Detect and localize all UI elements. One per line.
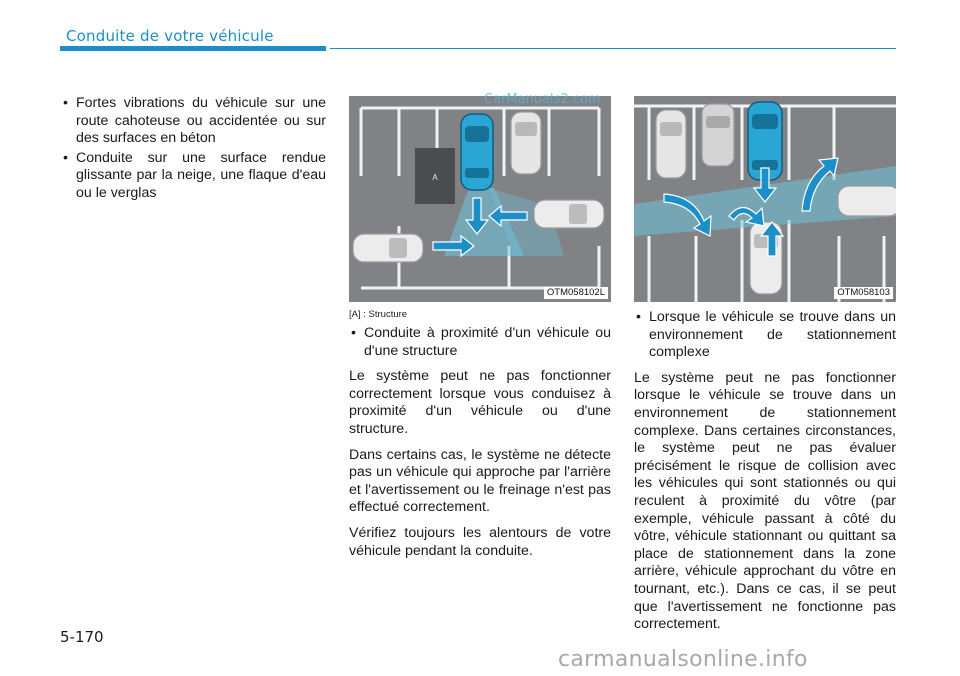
illustration-complex-parking <box>634 96 896 302</box>
body-paragraph: Dans certains cas, le système ne détecte pas un véhicule qui approche par l'arrière et l'avertissement ou le freinage n'est pas effectué correctement. <box>349 446 611 516</box>
structure-label: A <box>432 173 438 182</box>
header-rule <box>330 48 896 49</box>
body-paragraph: Vérifiez toujours les alentours de votre véhicule pendant la conduite. <box>349 524 611 559</box>
body-paragraph: Le système peut ne pas fonctionner lorsque le véhicule se trouve dans un environnement de stationnement complexe. Dans certaines circonstances, le système peut ne pas évaluer précisément le risque de collision avec les véhicules qui sont stationnés ou qui reculent à proximité du vôtre (par exemple, véhicule passant à côté du vôtre, véhicule stationnant ou quittant sa place de stationnement dans la zone arrière, véhicule approchant du vôtre en tournant, etc.). Dans ce cas, il se peut que l'avertissement ne fonctionne pas correctement. <box>634 369 896 633</box>
column-left <box>61 95 326 205</box>
bullet-item: • Conduite sur une surface rendue glissante par la neige, une flaque d'eau ou le verglas <box>61 150 326 203</box>
figure-code: OTM058103 <box>834 287 893 299</box>
bullet-item: • Fortes vibrations du véhicule sur une route cahoteuse ou accidentée ou sur des surfaces en béton <box>61 95 326 148</box>
bullet-item: • Conduite à proximité d'un véhicule ou d'une structure <box>349 325 611 360</box>
parking-scene-2 <box>634 96 896 302</box>
watermark-bottom: carmanualsonline.info <box>558 647 808 672</box>
page-number: 5-170 <box>60 628 104 646</box>
section-title: Conduite de votre véhicule <box>66 27 274 45</box>
column-right <box>634 309 896 634</box>
parking-scene-1 <box>349 96 611 302</box>
figure-code: OTM058102L <box>544 287 608 299</box>
column-middle <box>349 325 611 560</box>
watermark-top: CarManuals2.com <box>484 92 601 107</box>
body-paragraph: Le système peut ne pas fonctionner correctement lorsque vous conduisez à proximité d'un véhicule ou d'une structure. <box>349 368 611 437</box>
bullet-item: • Lorsque le véhicule se trouve dans un environnement de stationnement complexe <box>634 309 896 362</box>
figure-caption: [A] : Structure <box>349 309 408 320</box>
header-accent-bar <box>60 46 326 51</box>
illustration-structure-proximity <box>349 96 611 302</box>
own-vehicle <box>461 114 493 190</box>
